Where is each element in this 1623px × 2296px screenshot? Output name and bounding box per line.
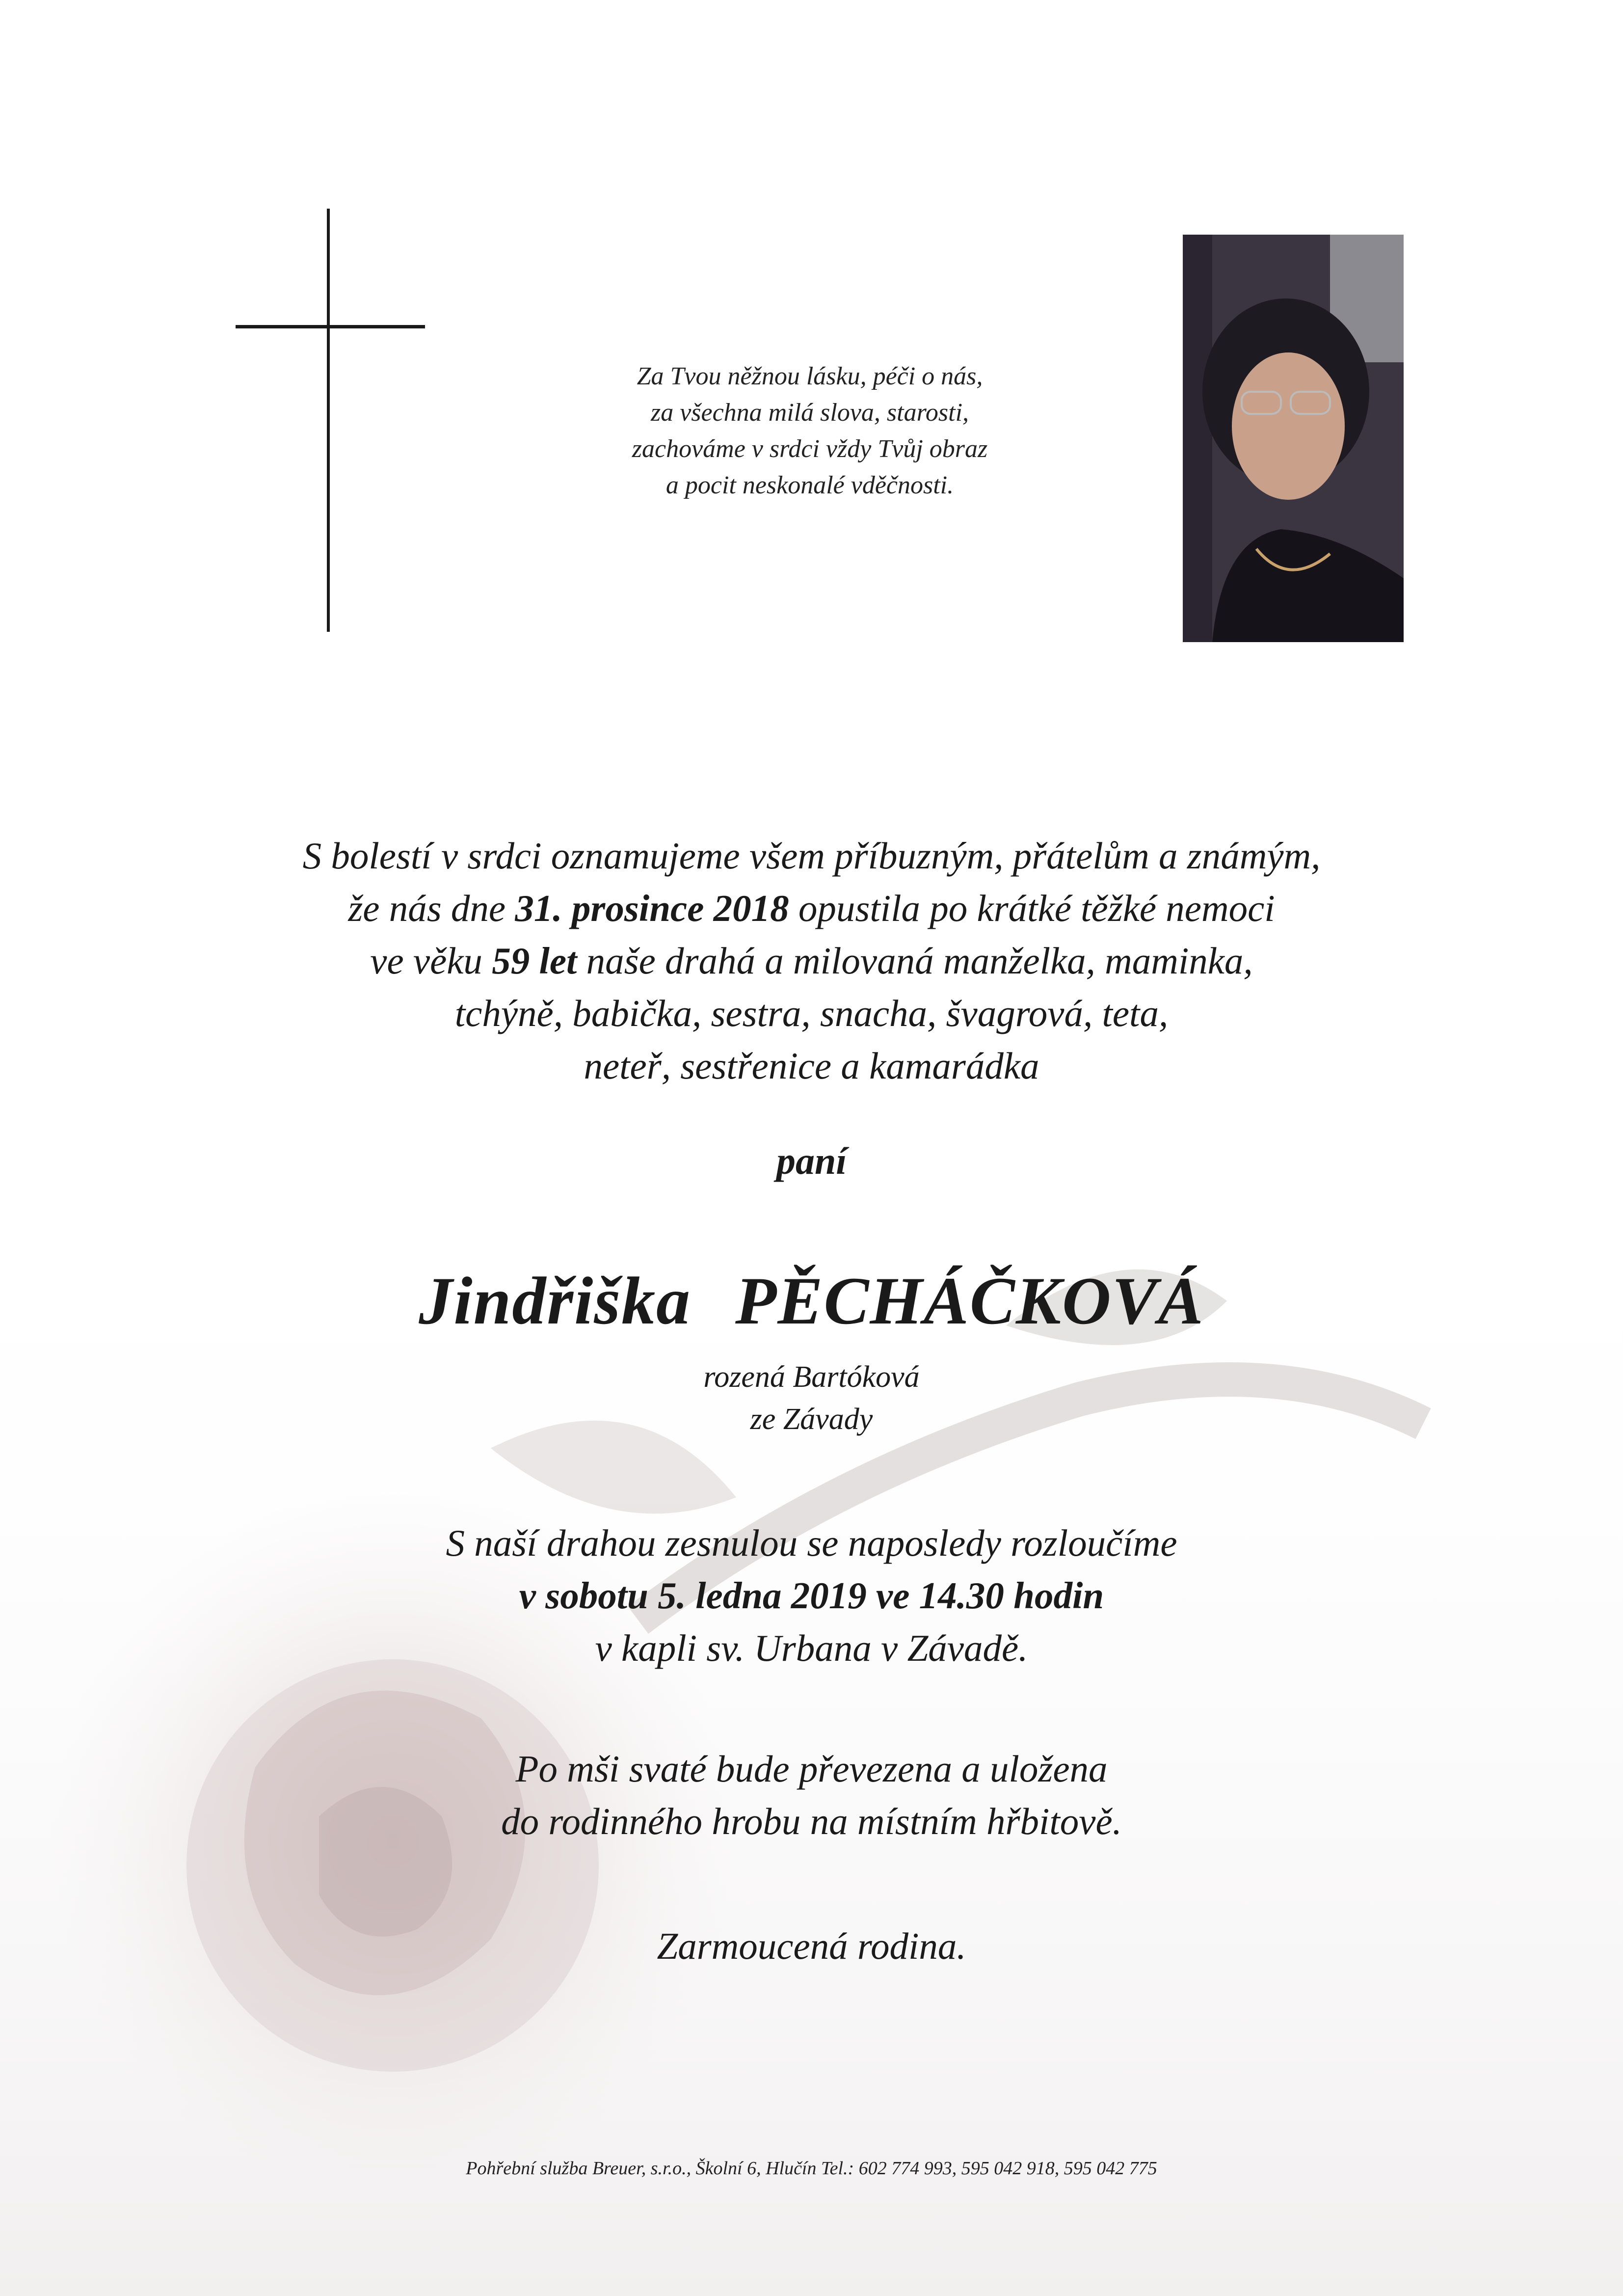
verse-line: a pocit neskonalé vděčnosti. bbox=[665, 471, 954, 499]
burial-info bbox=[0, 1743, 1623, 1848]
announcement-line: tchýně, babička, sestra, snacha, švagrová, teta, bbox=[454, 992, 1169, 1034]
ceremony-line: S naší drahou zesnulou se naposledy rozloučíme bbox=[446, 1522, 1177, 1564]
deceased-name bbox=[294, 1262, 1329, 1340]
funeral-service-footer: Pohřební služba Breuer, s.r.o., Školní 6, Hlučín Tel.: 602 774 993, 595 042 918, 595 042 775 bbox=[466, 2158, 1157, 2179]
cross-horizontal-bar bbox=[236, 325, 425, 328]
age: 59 let bbox=[492, 940, 577, 982]
maiden-name-block bbox=[0, 1356, 1623, 1440]
ceremony-date-bold: v sobotu 5. ledna 2019 ve 14.30 hodin bbox=[519, 1574, 1104, 1617]
death-date: 31. prosince 2018 bbox=[515, 887, 789, 929]
ceremony-place: v kapli sv. Urbana v Závadě. bbox=[595, 1627, 1028, 1669]
text-fragment: opustila po krátké těžké nemoci bbox=[789, 887, 1275, 929]
cross-vertical-bar bbox=[327, 209, 330, 632]
text-fragment: ve věku bbox=[370, 940, 492, 982]
verse-line: Za Tvou něžnou lásku, péči o nás, bbox=[637, 362, 983, 390]
maiden-name: rozená Bartóková bbox=[703, 1360, 920, 1394]
announcement-text bbox=[147, 830, 1476, 1092]
origin: ze Závady bbox=[750, 1403, 873, 1436]
burial-line: Po mši svaté bude převezena a uložena bbox=[515, 1748, 1108, 1790]
title-honorific: paní bbox=[776, 1139, 847, 1182]
announcement-line: neteř, sestřenice a kamarádka bbox=[584, 1045, 1039, 1087]
family-signature: Zarmoucená rodina. bbox=[657, 1925, 966, 1967]
announcement-line bbox=[147, 935, 1476, 987]
announcement-line bbox=[147, 882, 1476, 935]
text-fragment: že nás dne bbox=[348, 887, 515, 929]
verse-line: zachováme v srdci vždy Tvůj obraz bbox=[632, 435, 988, 463]
ceremony-datetime bbox=[0, 1569, 1623, 1622]
verse-line: za všechna milá slova, starosti, bbox=[650, 399, 969, 427]
text-fragment: naše drahá a milovaná manželka, maminka, bbox=[577, 940, 1253, 982]
first-name: Jindřiška bbox=[419, 1263, 692, 1338]
ceremony-info bbox=[0, 1517, 1623, 1675]
memorial-verse bbox=[515, 358, 1104, 504]
portrait-photo bbox=[1183, 235, 1404, 642]
burial-line: do rodinného hrobu na místním hřbitově. bbox=[501, 1800, 1122, 1842]
last-name: PĚCHÁČKOVÁ bbox=[735, 1263, 1204, 1338]
announcement-line: S bolestí v srdci oznamujeme všem příbuzným, přátelům a známým, bbox=[302, 835, 1321, 877]
